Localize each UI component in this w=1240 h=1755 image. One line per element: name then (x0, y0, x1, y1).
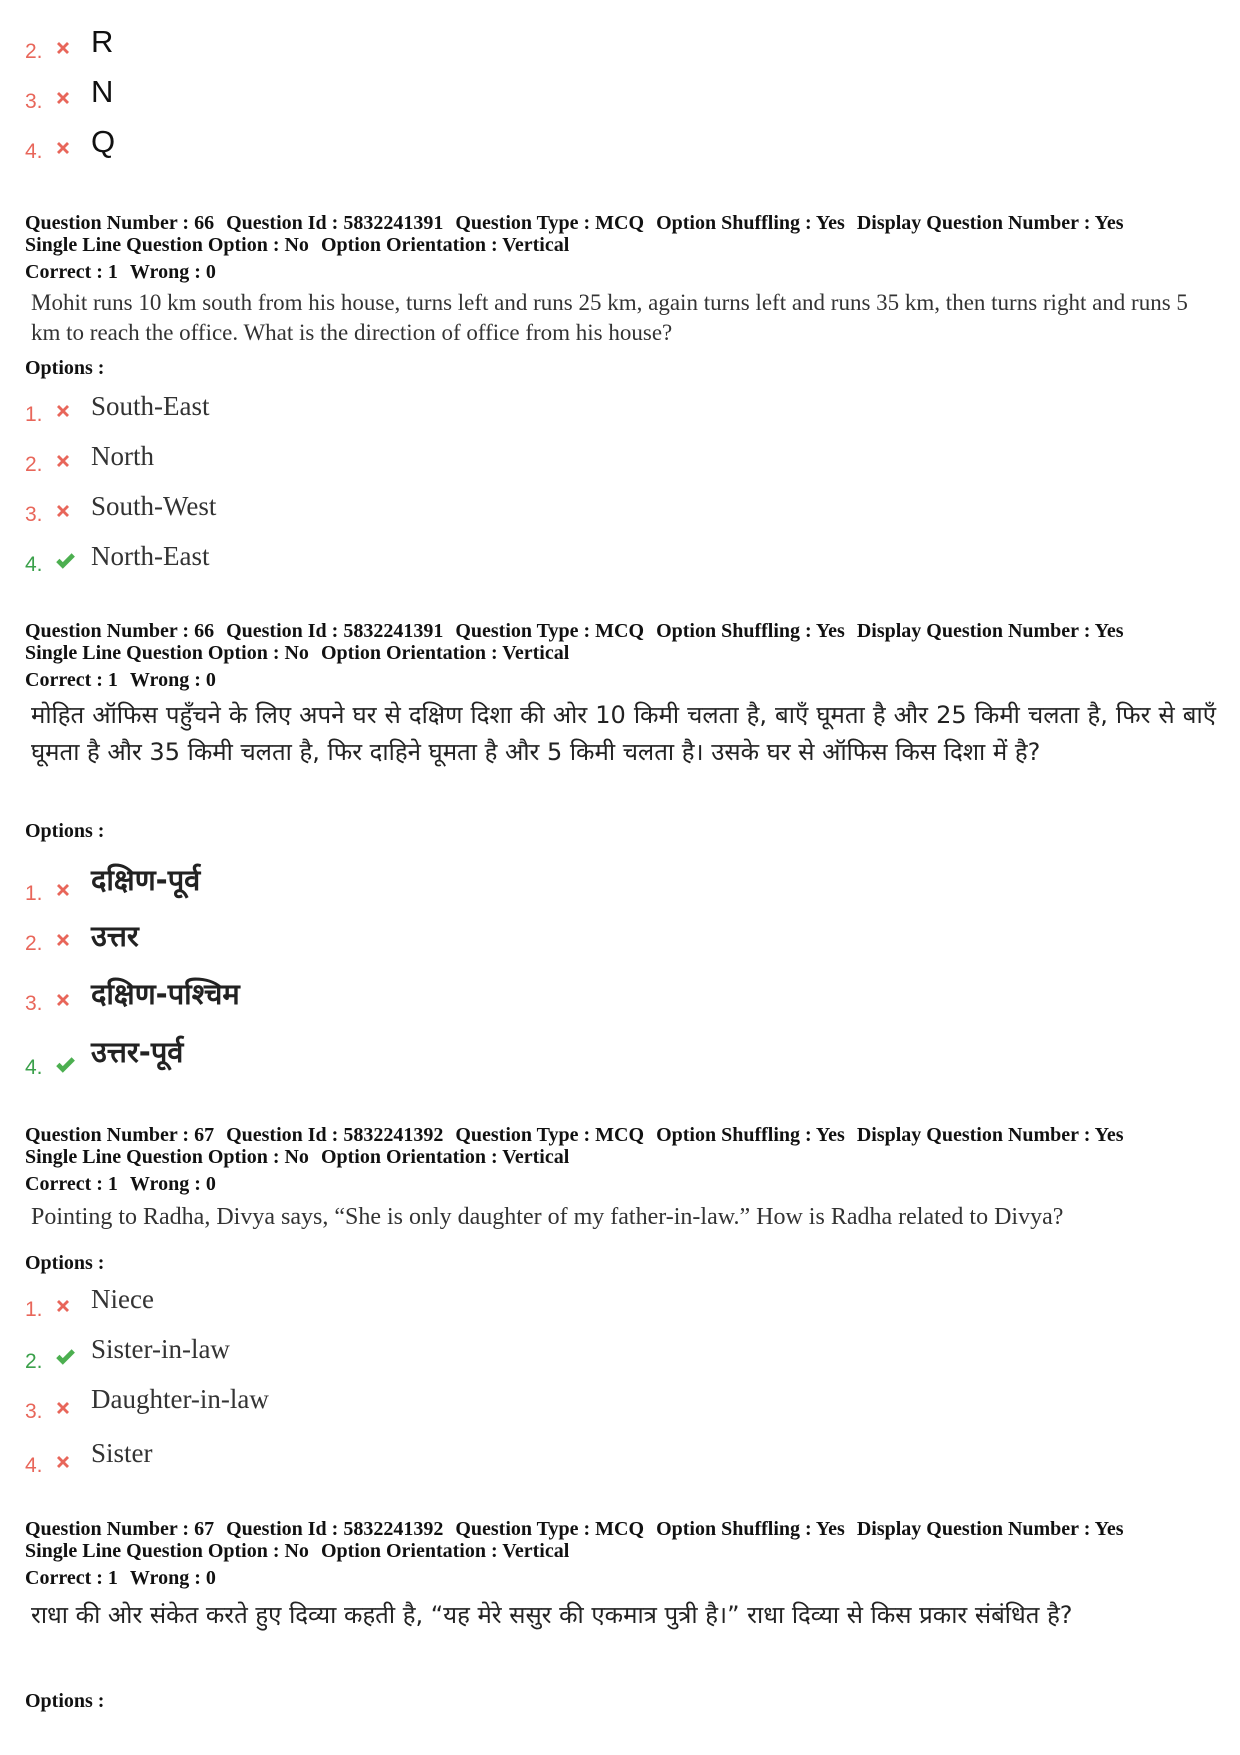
wrong-cross-icon (53, 88, 73, 108)
correct-check-icon (53, 1346, 77, 1368)
option-number: 2. (25, 1350, 43, 1373)
option-label: South-West (91, 491, 217, 521)
option-number: 4. (25, 140, 43, 163)
wrong-marks: Wrong : 0 (129, 669, 216, 691)
option-number: 2. (25, 453, 43, 476)
marking-scheme (25, 669, 216, 692)
question-text: मोहित ऑफिस पहुँचने के लिए अपने घर से दक्षिण दिशा की ओर 10 किमी चलता है, बाएँ घूमता है और 25 किमी चलता है, फिर से बाएँ घूमता है और 35 किमी चलता है, फिर दाहिने घूमता है और 5 किमी चलता है। उसके घर से ऑफिस किस दिशा में है? (31, 701, 1216, 766)
options-heading: Options : (25, 1252, 105, 1274)
wrong-cross-icon (53, 1452, 73, 1472)
option-label: उत्तर (91, 919, 139, 953)
option-number: 2. (25, 932, 43, 955)
wrong-cross-icon (53, 880, 73, 900)
options-heading: Options : (25, 1690, 105, 1712)
option-number: 1. (25, 403, 43, 426)
option-number: 3. (25, 503, 43, 526)
option-number: 4. (25, 553, 43, 576)
wrong-cross-icon (53, 138, 73, 158)
option-number: 2. (25, 40, 43, 63)
marking-scheme (25, 1173, 216, 1196)
wrong-marks: Wrong : 0 (129, 1173, 216, 1195)
question-meta: Question Number : 67 Question Id : 5832241392 Question Type : MCQ Option Shuffling : Yes Display Question Number : Yes Single Line Question Option : No Option Orientation : Vertical (25, 1518, 1124, 1562)
option-label: Niece (91, 1284, 154, 1314)
option-label: Q (91, 124, 116, 159)
correct-marks: Correct : 1 (25, 1567, 118, 1589)
correct-marks: Correct : 1 (25, 669, 118, 691)
marking-scheme (25, 261, 216, 284)
question-meta: Question Number : 66 Question Id : 5832241391 Question Type : MCQ Option Shuffling : Yes Display Question Number : Yes Single Line Question Option : No Option Orientation : Vertical (25, 620, 1124, 664)
option-label: Sister-in-law (91, 1334, 230, 1364)
correct-check-icon (53, 1054, 77, 1076)
option-label: South-East (91, 391, 210, 421)
wrong-marks: Wrong : 0 (129, 1567, 216, 1589)
wrong-cross-icon (53, 1296, 73, 1316)
correct-check-icon (53, 550, 77, 572)
option-number: 3. (25, 1400, 43, 1423)
option-number: 1. (25, 1298, 43, 1321)
question-meta: Question Number : 66 Question Id : 5832241391 Question Type : MCQ Option Shuffling : Yes Display Question Number : Yes Single Line Question Option : No Option Orientation : Vertical (25, 212, 1124, 256)
option-label: North (91, 441, 154, 471)
wrong-cross-icon (53, 501, 73, 521)
option-label: उत्तर-पूर्व (91, 1035, 184, 1069)
question-meta: Question Number : 67 Question Id : 5832241392 Question Type : MCQ Option Shuffling : Yes Display Question Number : Yes Single Line Question Option : No Option Orientation : Vertical (25, 1124, 1124, 1168)
option-number: 4. (25, 1454, 43, 1477)
option-label: N (91, 74, 114, 109)
question-text: राधा की ओर संकेत करते हुए दिव्या कहती है, “यह मेरे ससुर की एकमात्र पुत्री है।” राधा दिव्या से किस प्रकार संबंधित है? (31, 1601, 1073, 1629)
options-heading: Options : (25, 357, 105, 379)
wrong-cross-icon (53, 401, 73, 421)
options-heading: Options : (25, 820, 105, 842)
option-label: North-East (91, 541, 210, 571)
option-number: 4. (25, 1056, 43, 1079)
option-label: Sister (91, 1438, 153, 1468)
option-number: 3. (25, 992, 43, 1015)
question-text: Mohit runs 10 km south from his house, turns left and runs 25 km, again turns left and runs 35 km, then turns right and runs 5 km to reach the office. What is the direction of office from his house? (31, 290, 1188, 345)
option-label: दक्षिण-पूर्व (91, 863, 201, 897)
marking-scheme (25, 1567, 216, 1590)
wrong-cross-icon (53, 451, 73, 471)
option-number: 1. (25, 882, 43, 905)
wrong-cross-icon (53, 1398, 73, 1418)
question-text: Pointing to Radha, Divya says, “She is only daughter of my father-in-law.” How is Radha related to Divya? (31, 1204, 1064, 1230)
correct-marks: Correct : 1 (25, 1173, 118, 1195)
option-label: R (91, 24, 114, 59)
wrong-cross-icon (53, 38, 73, 58)
correct-marks: Correct : 1 (25, 261, 118, 283)
option-label: दक्षिण-पश्चिम (91, 977, 240, 1011)
wrong-cross-icon (53, 990, 73, 1010)
option-label: Daughter-in-law (91, 1384, 269, 1414)
wrong-cross-icon (53, 930, 73, 950)
option-number: 3. (25, 90, 43, 113)
wrong-marks: Wrong : 0 (129, 261, 216, 283)
